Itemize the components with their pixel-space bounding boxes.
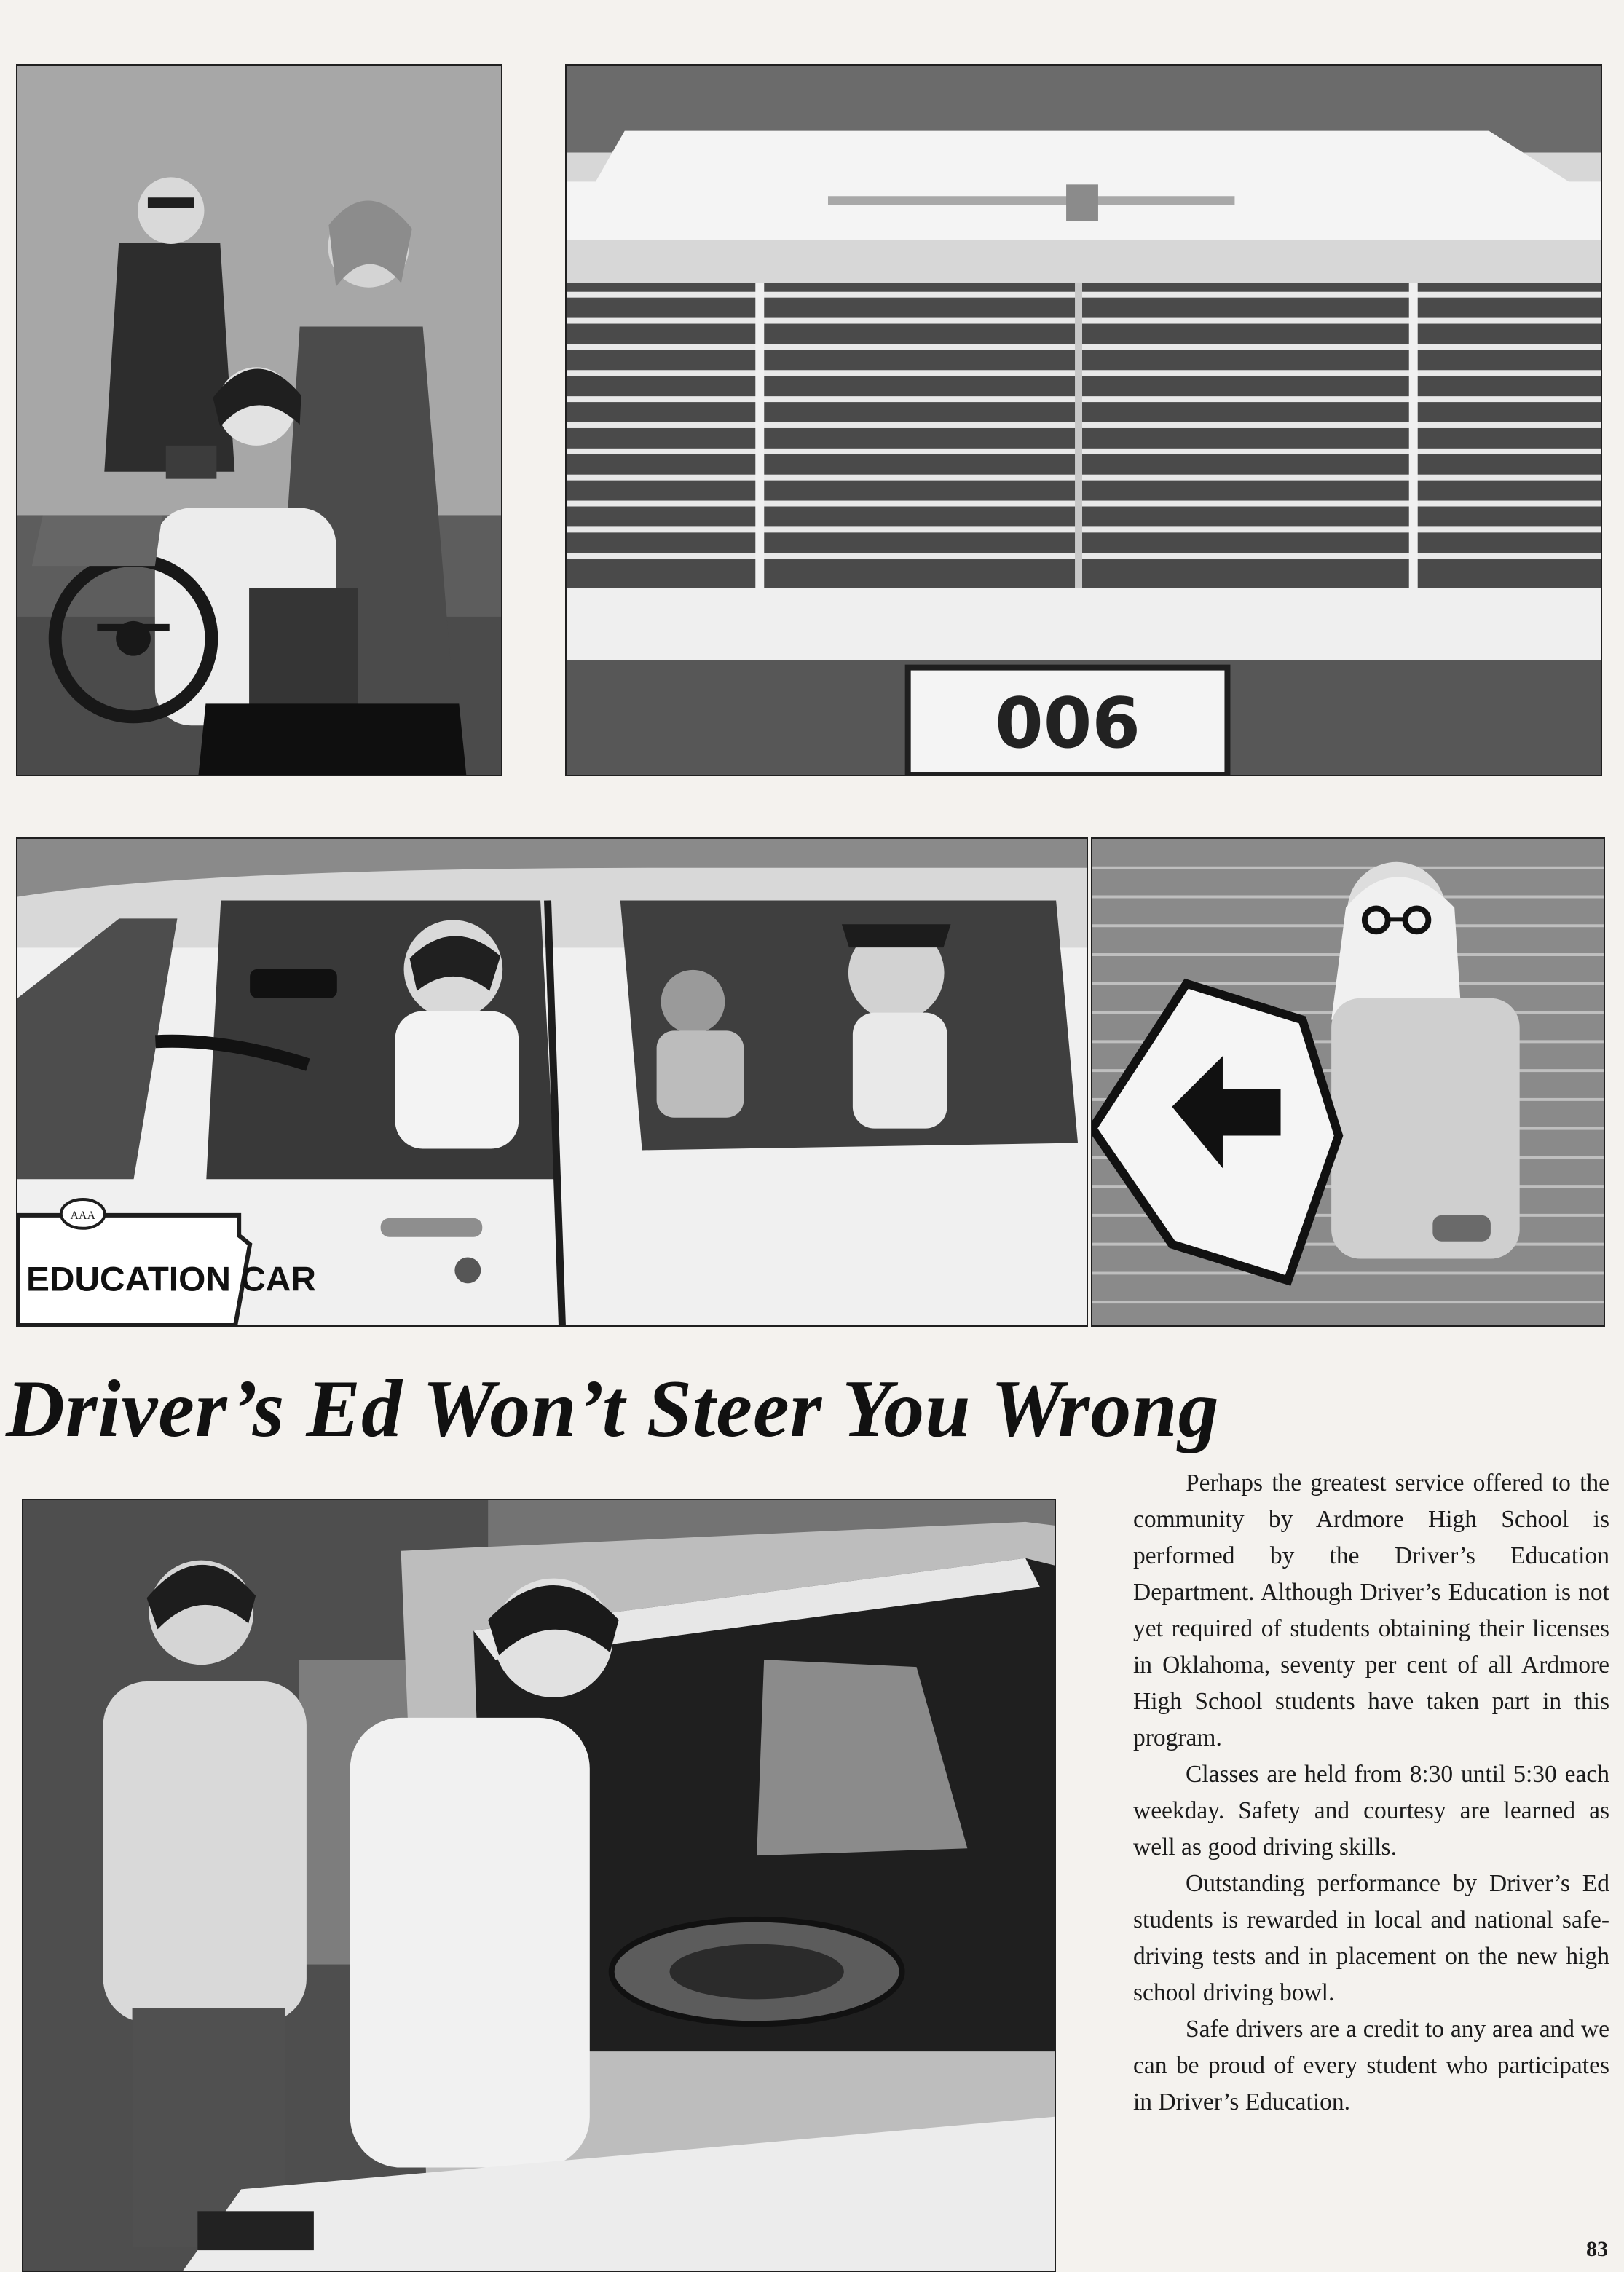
- photo-girl-holding-sign: [1091, 837, 1605, 1327]
- education-car-door-text: EDUCATION CAR: [25, 1260, 316, 1299]
- education-car-illustration: [17, 839, 1087, 1325]
- photo-driver-education-car: [16, 837, 1088, 1327]
- photo-car-front-grille: [565, 64, 1602, 776]
- sign-girl-illustration: [1092, 839, 1604, 1325]
- car-grille-illustration: [567, 66, 1601, 775]
- article-paragraph: Perhaps the greatest service offered to the community by Ardmore High School is performed by the Driver’s Education Department. Although Driver’s Education is not yet required of students obtaining their licenses in Oklahoma, seventy per cent of all Ardmore High School students have taken part in this program.: [1133, 1470, 1609, 1751]
- license-plate-text: 006: [995, 682, 1140, 765]
- article-text: [1133, 1465, 1609, 2265]
- page-number: 83: [1586, 2237, 1608, 2261]
- aaa-emblem-text: AAA: [70, 1209, 96, 1222]
- photo-boys-at-car-trunk: [22, 1499, 1056, 2272]
- article-paragraph: Outstanding performance by Driver’s Ed students is rewarded in local and national safe-driving tests and in placement on the new high school driving bowl.: [1133, 1870, 1609, 2006]
- trunk-boys-illustration: [23, 1500, 1055, 2271]
- article-paragraph: Classes are held from 8:30 until 5:30 each weekday. Safety and courtesy are learned as well as good driving skills.: [1133, 1761, 1609, 1861]
- students-car-illustration: [17, 66, 501, 775]
- photo-students-at-steering-wheel: [16, 64, 502, 776]
- page-headline: Driver’s Ed Won’t Steer You Wrong: [6, 1364, 1220, 1454]
- article-paragraph: Safe drivers are a credit to any area and we can be proud of every student who participates in Driver’s Education.: [1133, 2016, 1609, 2115]
